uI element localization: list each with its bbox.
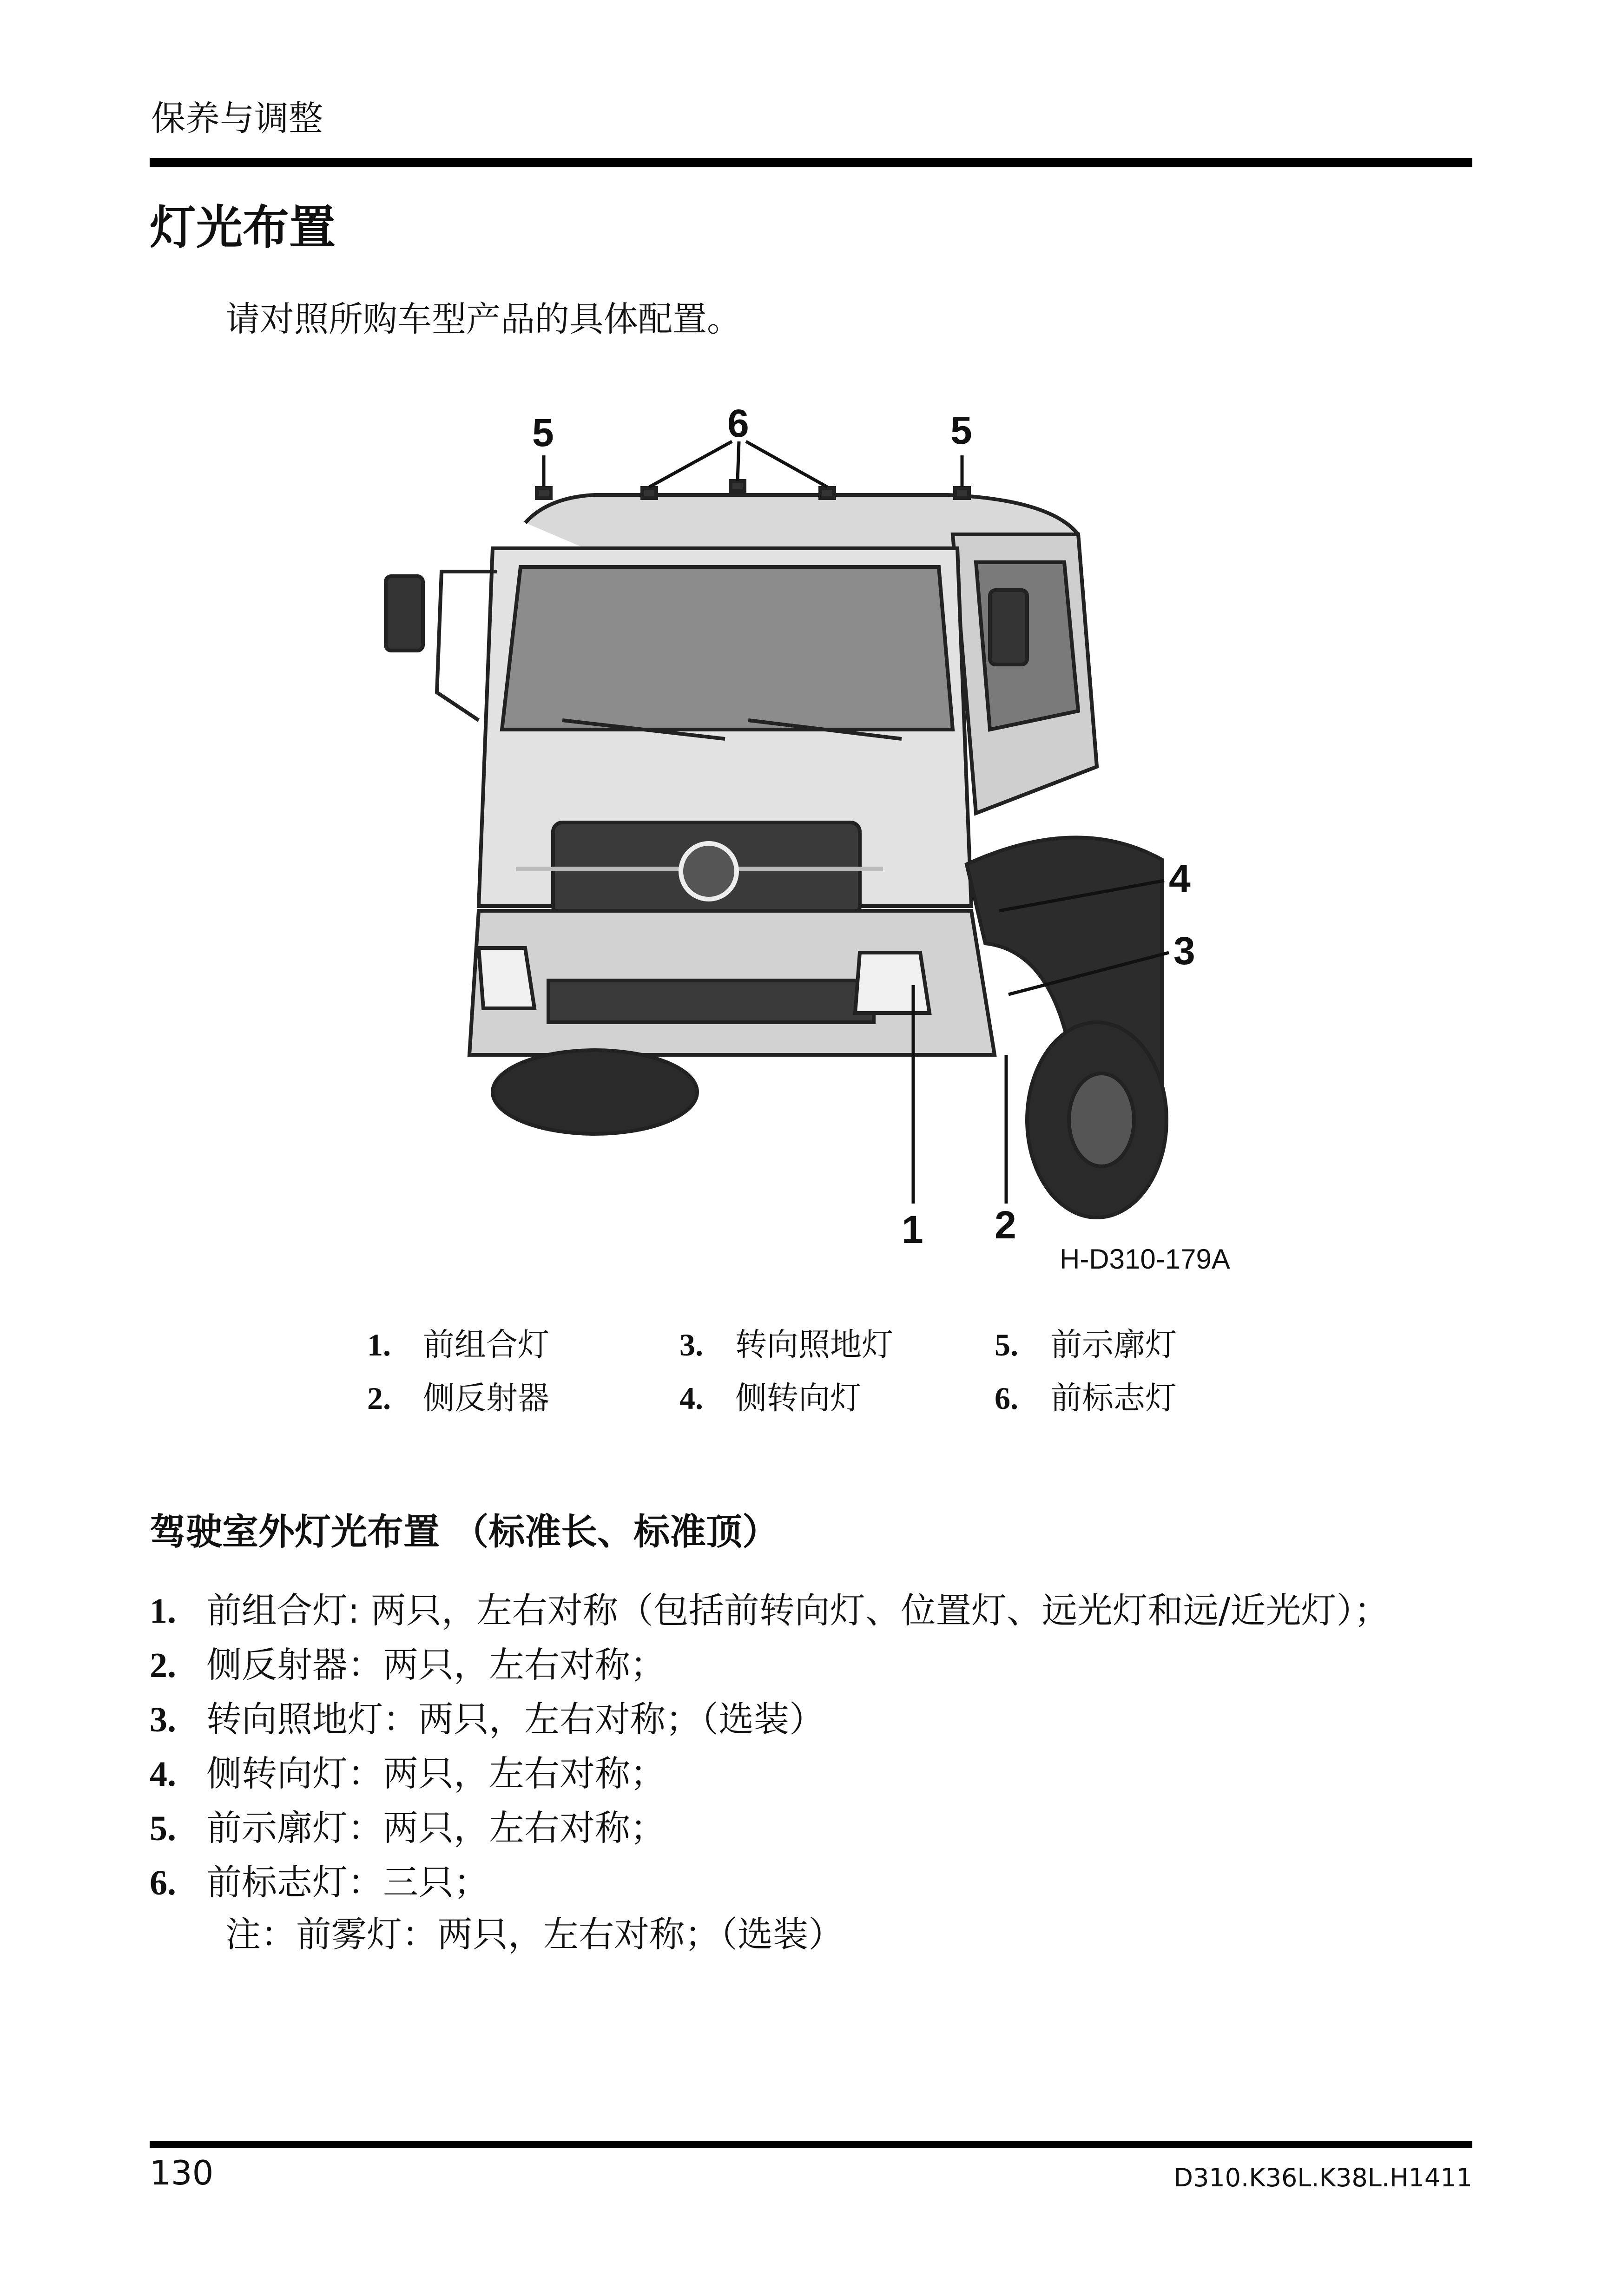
truck-illustration (386, 481, 1167, 1217)
intro-text: 请对照所购车型产品的具体配置。 (225, 299, 741, 339)
note-text: 注：前雾灯：两只，左右对称；（选装） (225, 1914, 844, 1955)
page-number: 130 (150, 2153, 214, 2192)
spec-item: 6. 前标志灯：三只； (150, 1862, 489, 1903)
callout-5-right: 5 (950, 408, 972, 452)
spec-item: 1. 前组合灯: 两只，左右对称（包括前转向灯、位置灯、远光灯和远/近光灯）； (150, 1590, 1390, 1631)
footer-rule (150, 2141, 1472, 2148)
spec-item: 5. 前示廓灯：两只，左右对称； (150, 1807, 666, 1849)
callout-2: 2 (995, 1203, 1016, 1247)
legend-item: 2. 侧反射器 (367, 1380, 550, 1417)
section-heading: 驾驶室外灯光布置 （标准长、标准顶） (150, 1511, 779, 1553)
document-code: D310.K36L.K38L.H1411 (1173, 2163, 1472, 2192)
spec-item: 2. 侧反射器：两只，左右对称； (150, 1644, 666, 1685)
callout-5-left: 5 (532, 411, 554, 454)
truck-lighting-figure (353, 395, 1255, 1278)
page-title: 灯光布置 (150, 200, 336, 255)
spec-item: 4. 侧转向灯：两只，左右对称； (150, 1753, 666, 1794)
callout-6: 6 (727, 401, 749, 445)
legend-item: 6. 前标志灯 (995, 1380, 1177, 1417)
spec-item: 3. 转向照地灯：两只，左右对称；（选装） (150, 1698, 824, 1740)
figure-code: H-D310-179A (1060, 1243, 1230, 1275)
legend-item: 1. 前组合灯 (367, 1327, 550, 1363)
legend-item: 5. 前示廓灯 (995, 1327, 1177, 1363)
legend-item: 3. 转向照地灯 (679, 1327, 894, 1363)
callout-4: 4 (1169, 857, 1191, 901)
legend-item: 4. 侧转向灯 (679, 1380, 862, 1417)
header-rule (150, 158, 1472, 167)
callout-1: 1 (902, 1208, 923, 1251)
callout-3: 3 (1173, 929, 1195, 973)
header-section-title: 保养与调整 (151, 99, 323, 138)
